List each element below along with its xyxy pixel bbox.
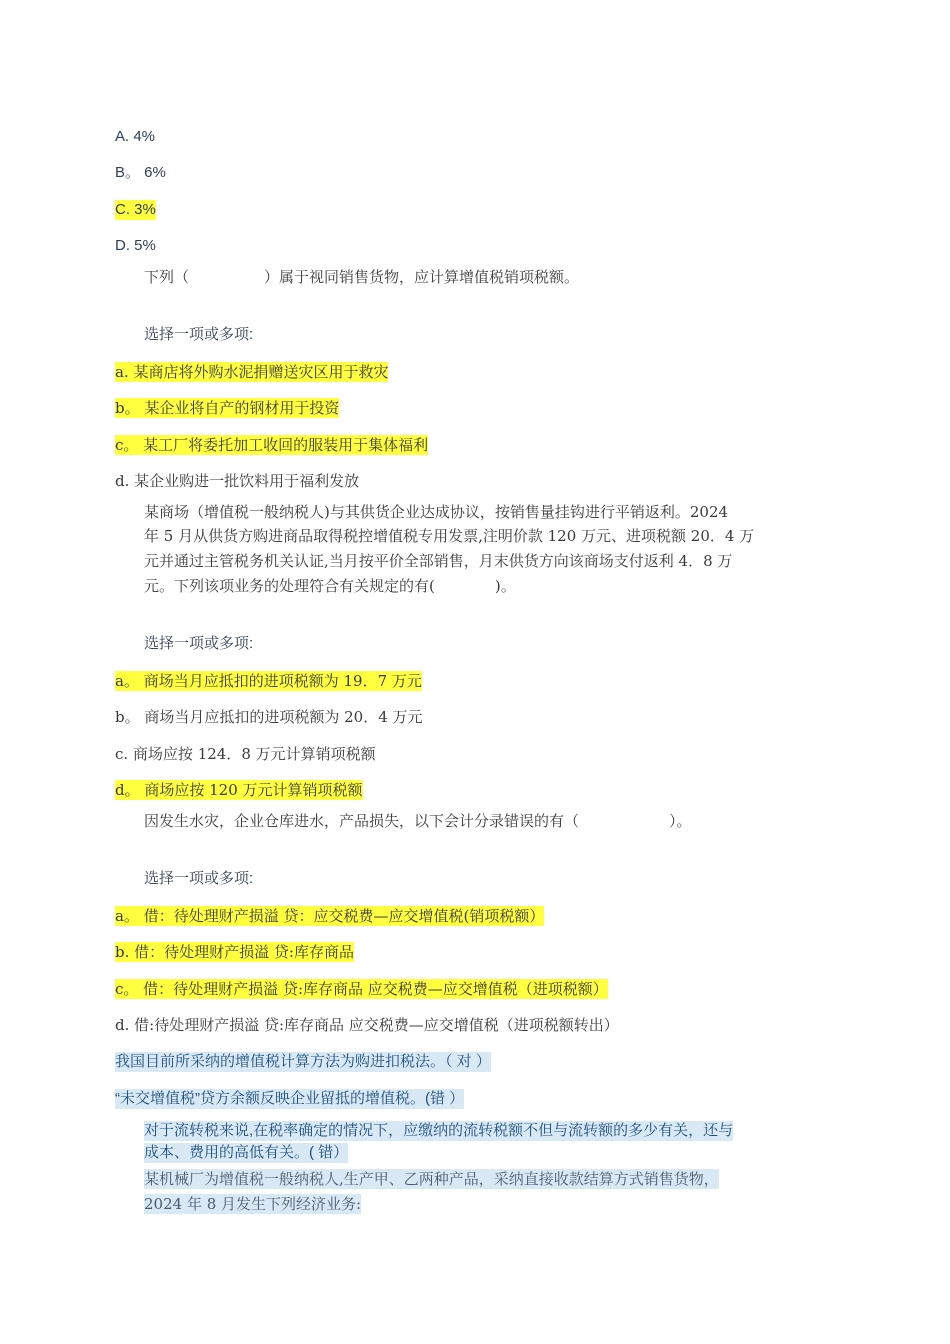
q4-option-d[interactable]: d. 借:待处理财产损溢 贷:库存商品 应交税费—应交增值税（进项税额转出）: [115, 1016, 619, 1034]
q3-stem-line-3: 元并通过主管税务机关认证,当月按平价全部销售，月末供货方向该商场支付返利 4．8 万: [144, 552, 733, 570]
q3-stem-line-1: 某商场（增值税一般纳税人)与其供货企业达成协议，按销售量挂钩进行平销返利。2024: [144, 503, 729, 521]
tf-statement-2: “未交增值税”贷方余额反映企业留抵的增值税。(错 ）: [115, 1090, 465, 1107]
q2-stem: 下列（ ）属于视同销售货物，应计算增值税销项税额。: [144, 268, 580, 286]
q2-option-d[interactable]: d. 某企业购进一批饮料用于福利发放: [115, 472, 360, 490]
q5-stem-line-2: 2024 年 8 月发生下列经济业务:: [144, 1195, 362, 1213]
q2-option-b-selected[interactable]: b。 某企业将自产的钢材用于投资: [115, 399, 340, 417]
q4-option-b-selected[interactable]: b. 借：待处理财产损溢 贷:库存商品: [115, 943, 354, 961]
q1-option-a[interactable]: A. 4%: [115, 128, 156, 145]
tf-statement-1: 我国目前所采纳的增值税计算方法为购进扣税法。（ 对 ）: [115, 1053, 491, 1070]
q1-option-b[interactable]: B。 6%: [115, 164, 166, 181]
q3-option-a-selected[interactable]: a。 商场当月应抵扣的进项税额为 19．7 万元: [115, 672, 422, 690]
q3-option-b[interactable]: b。 商场当月应抵扣的进项税额为 20．4 万元: [115, 708, 423, 726]
q1-option-c-selected[interactable]: C. 3%: [115, 201, 156, 218]
q2-prompt: 选择一项或多项:: [144, 326, 254, 343]
q2-option-a-selected[interactable]: a. 某商店将外购水泥捐赠送灾区用于救灾: [115, 363, 389, 381]
tf-statement-3-line-2: 成本、费用的高低有关。( 错）: [144, 1144, 349, 1161]
q3-stem-line-4: 元。下列该项业务的处理符合有关规定的有( )。: [144, 577, 516, 595]
q5-stem-line-1: 某机械厂为增值税一般纳税人,生产甲、乙两种产品，采纳直接收款结算方式销售货物，: [144, 1170, 719, 1188]
q2-option-c-selected[interactable]: c。 某工厂将委托加工收回的服装用于集体福利: [115, 436, 429, 454]
q3-prompt: 选择一项或多项:: [144, 635, 254, 652]
q3-stem-line-2: 年 5 月从供货方购进商品取得税控增值税专用发票,注明价款 120 万元、进项税额 20．4 万: [144, 527, 755, 545]
tf-statement-3-line-1: 对于流转税来说,在税率确定的情况下，应缴纳的流转税额不但与流转额的多少有关，还与: [144, 1122, 734, 1139]
q4-prompt: 选择一项或多项:: [144, 870, 254, 887]
q4-stem: 因发生水灾，企业仓库进水，产品损失，以下会计分录错误的有（ ）。: [144, 812, 692, 830]
q4-option-a-selected[interactable]: a。 借：待处理财产损溢 贷：应交税费—应交增值税(销项税额）: [115, 907, 545, 925]
q4-option-c-selected[interactable]: c。 借：待处理财产损溢 贷:库存商品 应交税费—应交增值税（进项税额）: [115, 980, 608, 998]
q3-option-c[interactable]: c. 商场应按 124．8 万元计算销项税额: [115, 745, 376, 763]
q3-option-d-selected[interactable]: d。 商场应按 120 万元计算销项税额: [115, 781, 363, 799]
q1-option-d[interactable]: D. 5%: [115, 237, 156, 254]
